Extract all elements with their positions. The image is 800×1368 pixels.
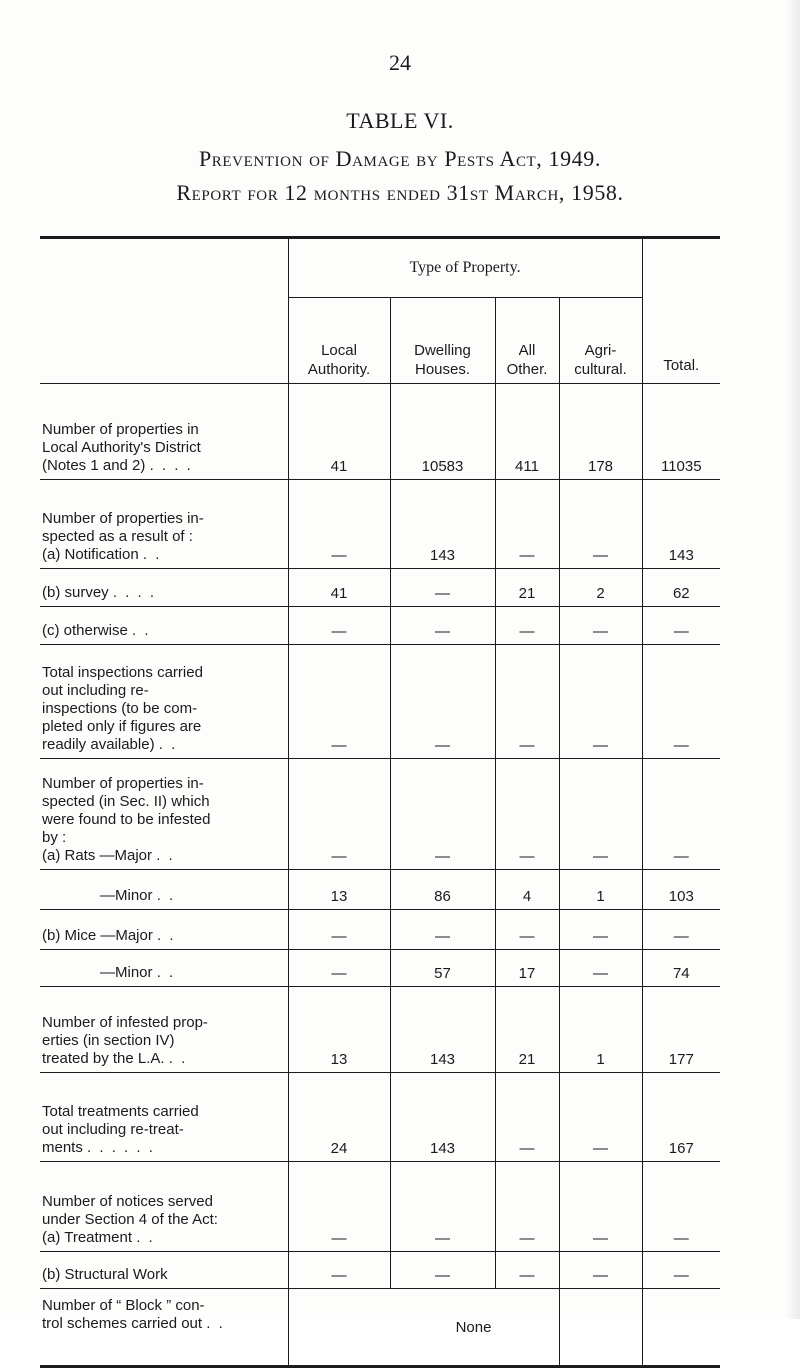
cell-all-other: — [495,1252,559,1289]
cell-local-authority: — [288,1252,390,1289]
row-label-line: treated by the L.A. [42,1050,165,1067]
cell-agricultural: — [559,480,642,569]
cell-agricultural: 1 [559,987,642,1073]
dot-leader: . . [156,964,176,981]
cell-local-authority: — [288,910,390,950]
col-header-agricultural [559,297,642,384]
row-notices-treatment [40,1162,720,1252]
row-label-line: by : [42,829,67,846]
row-label-line: Number of “ Block ” con- [42,1297,205,1314]
cell-agricultural: — [559,1162,642,1252]
row-label-line: out including re- [42,682,149,699]
cell-all-other: — [495,759,559,870]
cell-local-authority: — [288,480,390,569]
cell-local-authority: — [288,759,390,870]
cell-total: 11035 [642,384,720,480]
row-label [40,569,288,607]
cell-dwelling-houses: — [390,910,495,950]
row-total-treatments [40,1073,720,1162]
row-label [40,910,288,950]
row-inspected-notification [40,480,720,569]
row-label [40,645,288,759]
row-label-line: Number of properties in- [42,775,204,792]
col-header-dwelling-line2: Houses. [414,361,471,378]
row-label-line: (a) Treatment [42,1229,133,1246]
row-label-line: Total inspections carried [42,664,203,681]
row-label-line: Number of properties in [42,421,199,438]
row-label: (b) Structural Work [40,1252,288,1289]
header-total-spacer [642,238,720,298]
cell-agricultural: — [559,910,642,950]
row-label-line: were found to be infested [42,811,211,828]
row-label-line: spected as a result of : [42,528,193,545]
cell-all-other: — [495,645,559,759]
cell-all-other: 21 [495,987,559,1073]
row-label-line: (b) Mice —Major [42,927,153,944]
cell-local-authority: 13 [288,870,390,910]
cell-dwelling-houses: — [390,1252,495,1289]
cell-local-authority: — [288,645,390,759]
dot-leader: . . [142,546,162,563]
row-label-line: pleted only if figures are [42,718,202,735]
row-infested-rats-minor [40,870,720,910]
row-inspected-survey [40,569,720,607]
cell-total: — [642,607,720,645]
type-of-property-header: Type of Property. [288,238,642,298]
row-label [40,987,288,1073]
cell-dwelling-houses: — [390,759,495,870]
cell-all-other: — [495,480,559,569]
cell-agricultural: — [559,950,642,987]
row-label-line: Total treatments carried [42,1103,199,1120]
row-label-line: Number of properties in- [42,510,204,527]
cell-agricultural [559,1289,642,1367]
cell-total: 177 [642,987,720,1073]
dot-leader: . . [136,1229,155,1246]
col-header-dwelling-houses [390,297,495,384]
subtitle-act: Prevention of Damage by Pests Act, 1949. [198,146,602,171]
header-row-group [40,238,720,298]
row-label-line: —Minor [100,964,153,981]
row-label-line: erties (in section IV) [42,1032,175,1049]
header-row-columns [40,297,720,384]
cell-all-other: — [495,1073,559,1162]
row-label [40,1073,288,1162]
row-label-line: under Section 4 of the Act: [42,1211,218,1228]
row-infested-treated [40,987,720,1073]
cell-total: — [642,759,720,870]
cell-dwelling-houses: 10583 [390,384,495,480]
row-label-line: spected (in Sec. II) which [42,793,210,810]
cell-local-authority: 13 [288,987,390,1073]
col-header-local-line1: Local [321,342,357,359]
row-properties-in-district [40,384,720,480]
cell-agricultural: — [559,1252,642,1289]
pests-report-table [40,236,720,1368]
col-header-agri-line1: Agri- [584,342,617,359]
cell-local-authority: — [288,607,390,645]
cell-dwelling-houses: — [390,1162,495,1252]
row-label-line: Local Authority's District [42,439,201,456]
dot-leader: . . [168,1050,188,1067]
table-title: TABLE VI. [346,108,454,133]
cell-agricultural: — [559,1073,642,1162]
cell-local-authority: — [288,1162,390,1252]
row-label [40,480,288,569]
row-inspected-otherwise [40,607,720,645]
col-header-other-line1: All [518,342,536,359]
row-label [40,950,288,987]
row-label-line: (a) Rats —Major [42,847,153,864]
row-block-control [40,1289,720,1367]
dot-leader: . . [156,847,175,864]
cell-local-authority: 41 [288,384,390,480]
col-header-total: Total. [642,297,720,384]
dot-leader: . . . . [112,584,157,601]
col-header-local-authority [288,297,390,384]
dot-leader: . . . . [149,457,193,474]
cell-total: 103 [642,870,720,910]
page-number: 24 [389,50,411,75]
row-label [40,870,288,910]
col-header-all-other [495,297,559,384]
cell-local-authority: — [288,950,390,987]
row-label-line: readily available) [42,736,155,753]
cell-dwelling-houses: 86 [390,870,495,910]
cell-local-authority: 24 [288,1073,390,1162]
cell-dwelling-houses: 57 [390,950,495,987]
cell-local-authority: 41 [288,569,390,607]
row-label-line: inspections (to be com- [42,700,198,717]
cell-dwelling-houses: — [390,569,495,607]
row-label-line: ments [42,1139,83,1156]
row-label-line: —Minor [100,887,153,904]
dot-leader: . . [156,887,176,904]
col-header-dwelling-line1: Dwelling [414,342,471,359]
cell-total: — [642,1162,720,1252]
cell-dwelling-houses: 143 [390,987,495,1073]
cell-agricultural: — [559,645,642,759]
cell-total: 143 [642,480,720,569]
cell-all-other: 21 [495,569,559,607]
cell-all-other: — [495,1162,559,1252]
subtitle-report-period: Report for 12 months ended 31st March, 1958. [176,180,624,205]
dot-leader: . . . . . . [87,1139,155,1156]
cell-agricultural: — [559,759,642,870]
cell-total [642,1289,720,1367]
cell-total: 62 [642,569,720,607]
col-header-other-line2: Other. [506,361,548,378]
cell-agricultural: 1 [559,870,642,910]
col-header-local-line2: Authority. [307,361,371,378]
row-infested-rats-major [40,759,720,870]
cell-dwelling-houses: 143 [390,480,495,569]
header-corner [40,238,288,298]
cell-agricultural: 178 [559,384,642,480]
cell-all-other: — [495,910,559,950]
row-notices-structural [40,1252,720,1289]
header-label-cell [40,297,288,384]
cell-dwelling-houses: — [390,607,495,645]
cell-total: — [642,1252,720,1289]
cell-total: 74 [642,950,720,987]
cell-dwelling-houses: — [390,645,495,759]
row-label [40,607,288,645]
row-label [40,1289,288,1367]
row-label-line: Number of notices served [42,1193,213,1210]
col-header-agri-line2: cultural. [574,361,627,378]
dot-leader: . . [158,736,178,753]
cell-agricultural: — [559,607,642,645]
cell-block-control-value: None [288,1289,559,1367]
row-label [40,1162,288,1252]
cell-total: — [642,645,720,759]
row-label-line: out including re-treat- [42,1121,184,1138]
cell-agricultural: 2 [559,569,642,607]
cell-all-other: 4 [495,870,559,910]
row-label [40,759,288,870]
cell-all-other: 17 [495,950,559,987]
cell-total: — [642,910,720,950]
dot-leader: . . [206,1315,225,1332]
cell-all-other: 411 [495,384,559,480]
dot-leader: . . [132,622,151,639]
dot-leader: . . [157,927,176,944]
cell-dwelling-houses: 143 [390,1073,495,1162]
row-infested-mice-major [40,910,720,950]
row-infested-mice-minor [40,950,720,987]
row-label-line: trol schemes carried out [42,1315,203,1332]
row-label-line: (c) otherwise [42,622,128,639]
row-label-line: (b) survey [42,584,109,601]
row-label-line: (a) Notification [42,546,139,563]
row-label-line: Number of infested prop- [42,1014,208,1031]
row-total-inspections [40,645,720,759]
row-label-line: (Notes 1 and 2) [42,457,146,474]
row-label [40,384,288,480]
cell-all-other: — [495,607,559,645]
cell-total: 167 [642,1073,720,1162]
